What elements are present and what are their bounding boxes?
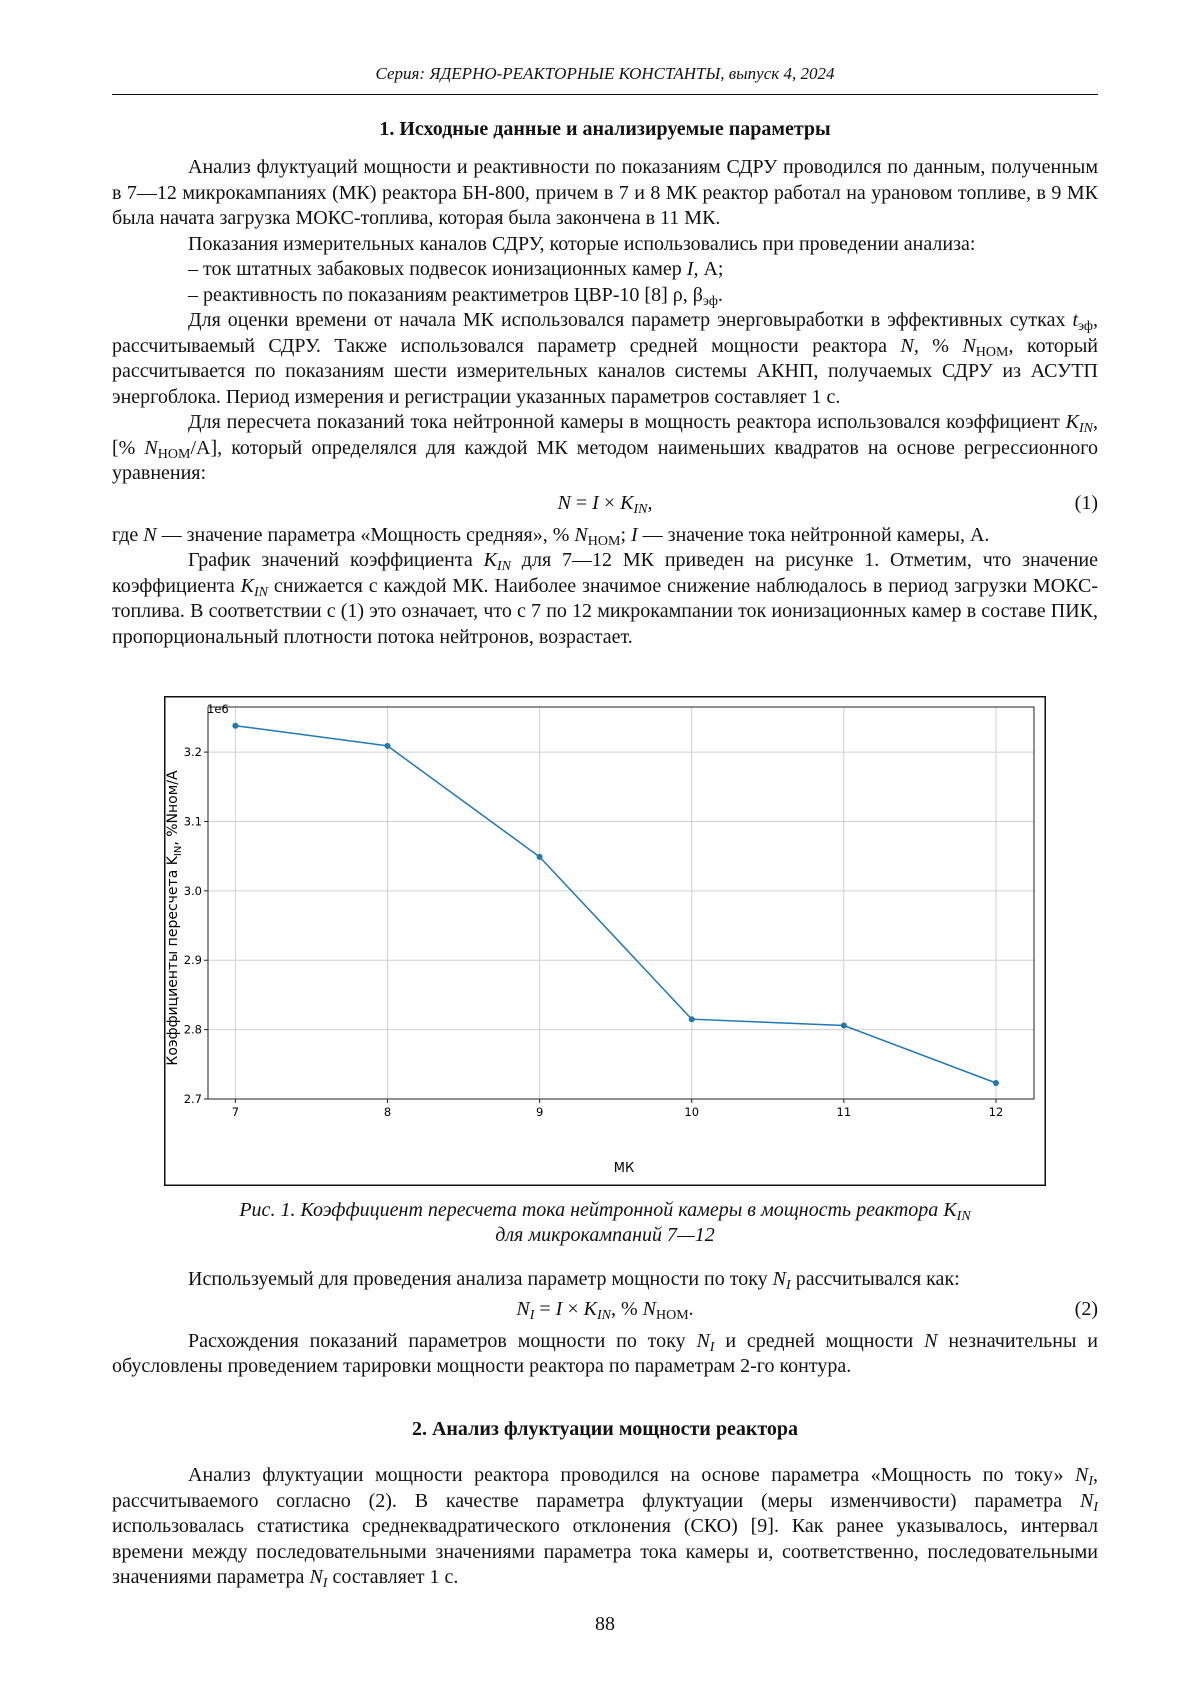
x-tick-label: 11 [836,1105,852,1119]
y-tick-label: 2.8 [183,1022,202,1037]
caption-line-1: Рис. 1. Коэффициент пересчета тока нейтронной камеры в мощность реактора $K_{IN}$ [239,1199,971,1224]
equation-2-number: (2) [1074,1297,1098,1320]
y-tick-label: 3.2 [183,745,202,760]
y-axis-label: Коэффициенты пересчета $K_{IN}$, %Nном/А [165,770,184,1066]
caption-line-2: для микрокампаний 7—12 [495,1224,715,1246]
data-point [841,1022,847,1028]
paragraph-6: Используемый для проведения анализа параметр мощности по току $N_I$ рассчитывался как: [188,1268,960,1293]
after-figure-body [112,1267,1098,1380]
x-tick-label: 8 [383,1105,392,1119]
section-2-body [112,1463,1098,1591]
list-item-current: – ток штатных забаковых подвесок ионизационных камер I, А; [188,258,724,280]
list-item-reactivity: – реактивность по показаниям реактиметров ЦВР-10 [8] ρ, $\beta_{эф}$. [188,283,723,309]
section-1-title: 1. Исходные данные и анализируемые параметры [379,118,831,140]
x-tick-label: 7 [231,1105,240,1119]
equation-2: $N_I = I \times K_{IN}$, % $N_{НОМ}$. (2) [516,1297,1098,1323]
x-axis-label: МК [613,1161,635,1176]
section-2-paragraph: Анализ флуктуации мощности реактора проводился на основе параметра «Мощность по току» $N_I$, рассчитываемого согласно (2). В качестве параметра флуктуации (меры изменчивости) параметра $N_I$ использовалась статистика среднеквадратического отклонения (СКО) [9]. Как ранее указывалось, интервал времени между последовательными значениями параметра тока камеры и, соответственно, последовательными значениями параметра $N_I$ составляет 1 с. [112,1464,1098,1591]
figure-frame [165,697,1046,1186]
paragraph-1: Анализ флуктуаций мощности и реактивности по показаниям СДРУ проводился по данным, полученным в 7—12 микрокампаниях (МК) реактора БН-800, причем в 7 и 8 МК реактор работал на урановом топливе, в 9 МК была начата загрузка МОКС-топлива, которая была закончена в 11 МК. [112,156,1098,229]
data-point [993,1080,999,1086]
x-tick-label: 12 [988,1105,1004,1119]
y-tick-label: 3.1 [183,814,202,829]
data-point [537,854,543,860]
paragraph-7: Расхождения показаний параметров мощности по току $N_I$ и средней мощности N незначительны и обусловлены проведением тарировки мощности реактора по параметрам 2-го контура. [112,1329,1099,1377]
kin-chart [164,696,1046,1186]
paragraph-2: Показания измерительных каналов СДРУ, которые использовались при проведении анализа: [188,232,976,255]
running-header: Серия: ЯДЕРНО-РЕАКТОРНЫЕ КОНСТАНТЫ, выпуск 4, 2024 [375,64,835,83]
x-tick-label: 9 [535,1105,544,1119]
y-tick-label: 2.9 [183,953,202,968]
data-point [384,743,390,749]
y-tick-label: 3.0 [183,883,202,898]
y-tick-label: 2.7 [183,1092,202,1106]
y-offset-label: 1e6 [207,702,229,716]
data-point [232,723,238,729]
equation-1: $N = I \times K_{IN}$, (1) [557,491,1098,517]
paragraph-4: Для пересчета показаний тока нейтронной камеры в мощность реактора использовался коэффициент $K_{IN}$, [% $N_{НОМ}/А$], который определялся для каждой МК методом наименьших квадратов на основе регрессионного уравнения: [112,411,1098,484]
paragraph-5: График значений коэффициента $K_{IN}$ для 7—12 МК приведен на рисунке 1. Отметим, что значение коэффициента $K_{IN}$ снижается с каждой МК. Наиболее значимое снижение наблюдалось в период загрузки МОКС-топлива. В соответствии с (1) это означает, что с 7 по 12 микрокампании ток ионизационных камер в составе ПИК, пропорциональный плотности потока нейтронов, возрастает. [112,549,1099,648]
data-point [689,1016,695,1022]
paragraph-3: Для оценки времени от начала МК использовался параметр энерговыработки в эффективных сутках $t_{эф}$, рассчитываемый СДРУ. Также использовался параметр средней мощности реактора N, % $N_{НОМ}$, который рассчитывается по показаниям шести измерительных каналов системы АКНП, получаемых СДРУ из АСУТП энергоблока. Период измерения и регистрации указанных параметров составляет 1 с. [112,309,1099,408]
section-2-title: 2. Анализ флуктуации мощности реактора [411,1418,799,1440]
page-number: 88 [595,1613,615,1635]
x-tick-label: 10 [684,1105,700,1119]
equation-1-number: (1) [1074,491,1098,514]
section-1-body [112,155,1098,650]
where-clause: где N — значение параметра «Мощность средняя», % $N_{НОМ}$; I — значение тока нейтронной камеры, А. [112,523,990,549]
figure-caption [112,1198,1098,1248]
header-rule [112,94,1098,95]
